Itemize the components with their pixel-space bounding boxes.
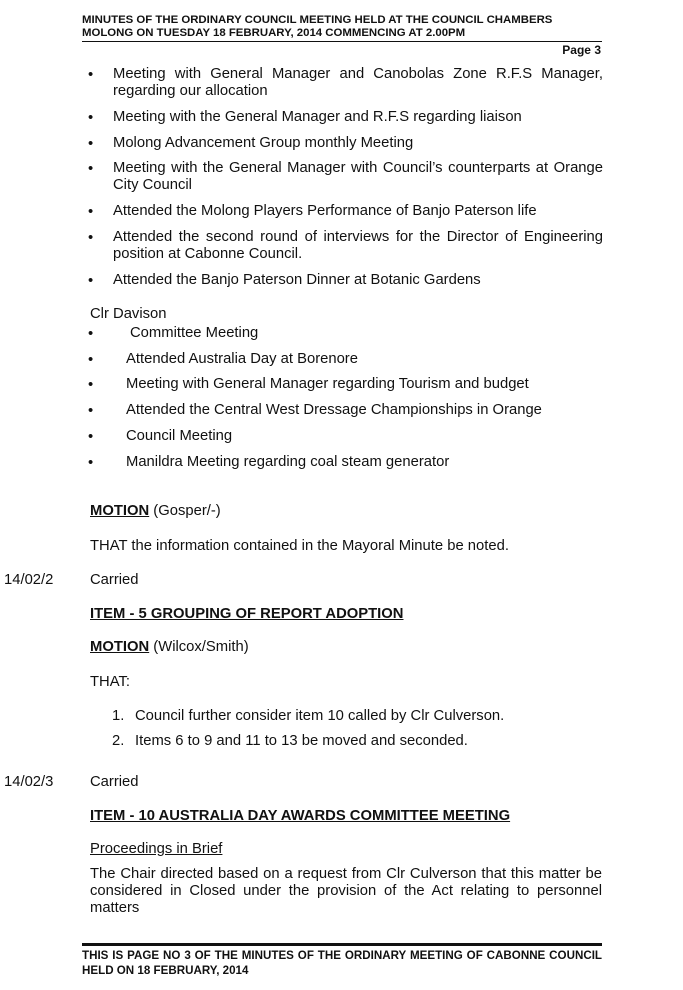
bullet: • [88,67,94,83]
motion-1-text: THAT the information contained in the Mayoral Minute be noted. [90,538,509,554]
footer-text: THIS IS PAGE NO 3 OF THE MINUTES OF THE ORDINARY MEETING OF CABONNE COUNCIL HELD ON 18 FEBRUARY, 2014 [82,949,602,977]
bullet: • [88,110,94,126]
bullet: • [88,161,94,177]
bullet: • [88,230,94,246]
header-rule [82,41,602,42]
bullet: • [88,204,94,220]
header-title-line-1: MINUTES OF THE ORDINARY COUNCIL MEETING HELD AT THE COUNCIL CHAMBERS [82,14,553,26]
bullet: • [88,429,94,445]
minute-number: 14/02/2 [4,572,54,588]
list-item: Committee Meeting [130,325,259,341]
list-item: Manildra Meeting regarding coal steam generator [126,454,450,470]
list-item: Attended the Central West Dressage Championships in Orange [126,402,542,418]
motion-movers: (Wilcox/Smith) [149,639,249,655]
page-number: Page 3 [562,43,601,57]
motion-2-that: THAT: [90,674,131,690]
list-item: Council Meeting [126,428,233,444]
motion-result: Carried [90,572,139,588]
motion-label: MOTION [90,639,150,655]
motion-movers: (Gosper/-) [149,503,221,519]
list-item: Attended Australia Day at Borenore [126,351,358,367]
list-number: 1. [112,708,125,724]
motion-label: MOTION [90,503,150,519]
bullet: • [88,403,94,419]
list-number: 2. [112,733,125,749]
davison-heading: Clr Davison [90,306,167,322]
list-item: Attended the Banjo Paterson Dinner at Botanic Gardens [113,272,481,288]
motion-1 [90,503,602,520]
proceedings-text: The Chair directed based on a request from Clr Culverson that this matter be considered in Closed under the provision of the Act relating to personnel matters [90,866,602,916]
header-title-line-2: MOLONG ON TUESDAY 18 FEBRUARY, 2014 COMMENCING AT 2.00PM [82,27,466,39]
list-item: Meeting with the General Manager and R.F.S regarding liaison [113,109,522,125]
list-item: Items 6 to 9 and 11 to 13 be moved and seconded. [135,733,468,749]
bullet: • [88,136,94,152]
list-item: Molong Advancement Group monthly Meeting [113,135,414,151]
list-item: Meeting with General Manager regarding Tourism and budget [126,376,529,392]
motion-2 [90,639,602,656]
bullet: • [88,455,94,471]
bullet: • [88,377,94,393]
list-item: Attended the second round of interviews for the Director of Engineering position at Cabonne Council. [113,229,603,262]
list-item: Meeting with the General Manager with Council’s counterparts at Orange City Council [113,160,603,193]
bullet: • [88,326,94,342]
proceedings-subheading: Proceedings in Brief [90,841,223,857]
list-item: Meeting with General Manager and Canobolas Zone R.F.S Manager, regarding our allocation [113,66,603,99]
motion-result: Carried [90,774,139,790]
bullet: • [88,273,94,289]
list-item: Council further consider item 10 called by Clr Culverson. [135,708,505,724]
minute-number: 14/02/3 [4,774,54,790]
bullet: • [88,352,94,368]
list-item: Attended the Molong Players Performance of Banjo Paterson life [113,203,537,219]
item-10-heading: ITEM - 10 AUSTRALIA DAY AWARDS COMMITTEE MEETING [90,808,511,824]
footer-rule [82,943,602,946]
item-5-heading: ITEM - 5 GROUPING OF REPORT ADOPTION [90,606,404,622]
